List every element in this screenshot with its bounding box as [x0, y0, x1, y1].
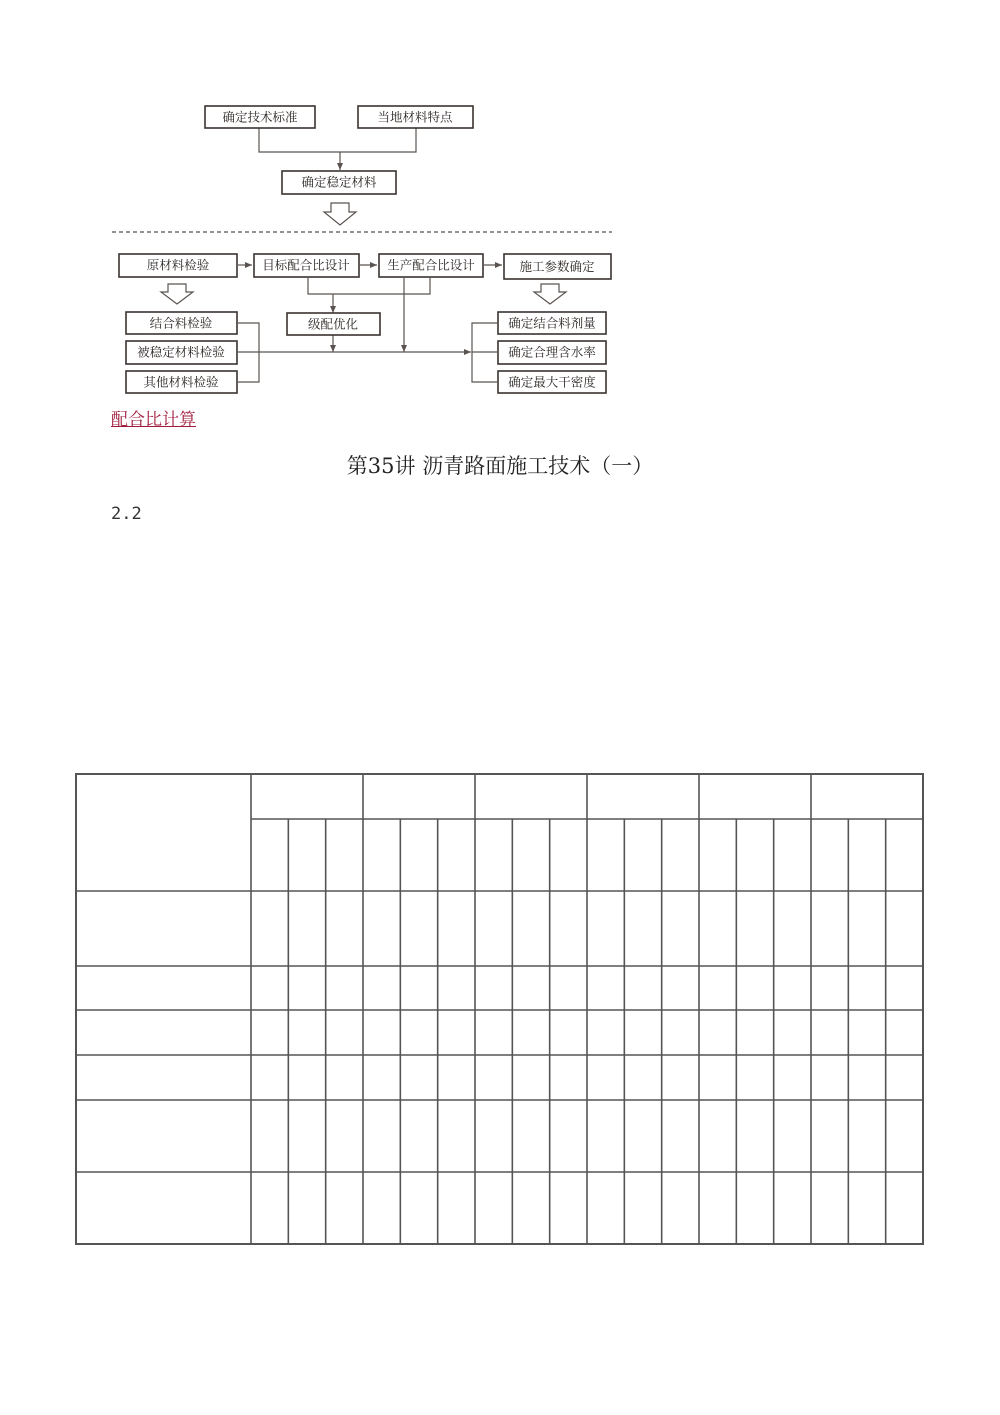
svg-text:结合料检验: 结合料检验	[149, 315, 213, 331]
svg-text:确定合理含水率: 确定合理含水率	[508, 344, 596, 360]
svg-text:确定稳定材料: 确定稳定材料	[301, 174, 377, 190]
svg-text:确定最大干密度: 确定最大干密度	[508, 374, 596, 390]
svg-text:确定技术标准: 确定技术标准	[222, 109, 298, 125]
section-number: 2.2	[111, 504, 142, 524]
svg-text:确定结合料剂量: 确定结合料剂量	[508, 315, 596, 331]
svg-text:当地材料特点: 当地材料特点	[377, 109, 453, 125]
svg-text:施工参数确定: 施工参数确定	[519, 259, 595, 274]
mix-calculation-link[interactable]: 配合比计算	[111, 410, 196, 430]
svg-text:生产配合比设计: 生产配合比设计	[387, 257, 475, 273]
svg-text:目标配合比设计: 目标配合比设计	[262, 257, 350, 273]
lecture-title: 第35讲 沥青路面施工技术（一）	[346, 454, 654, 478]
table-border	[76, 774, 923, 1244]
svg-text:级配优化: 级配优化	[307, 316, 359, 332]
svg-text:其他材料检验: 其他材料检验	[143, 374, 219, 390]
svg-text:被稳定材料检验: 被稳定材料检验	[137, 344, 225, 360]
svg-text:原材料检验: 原材料检验	[146, 257, 210, 273]
